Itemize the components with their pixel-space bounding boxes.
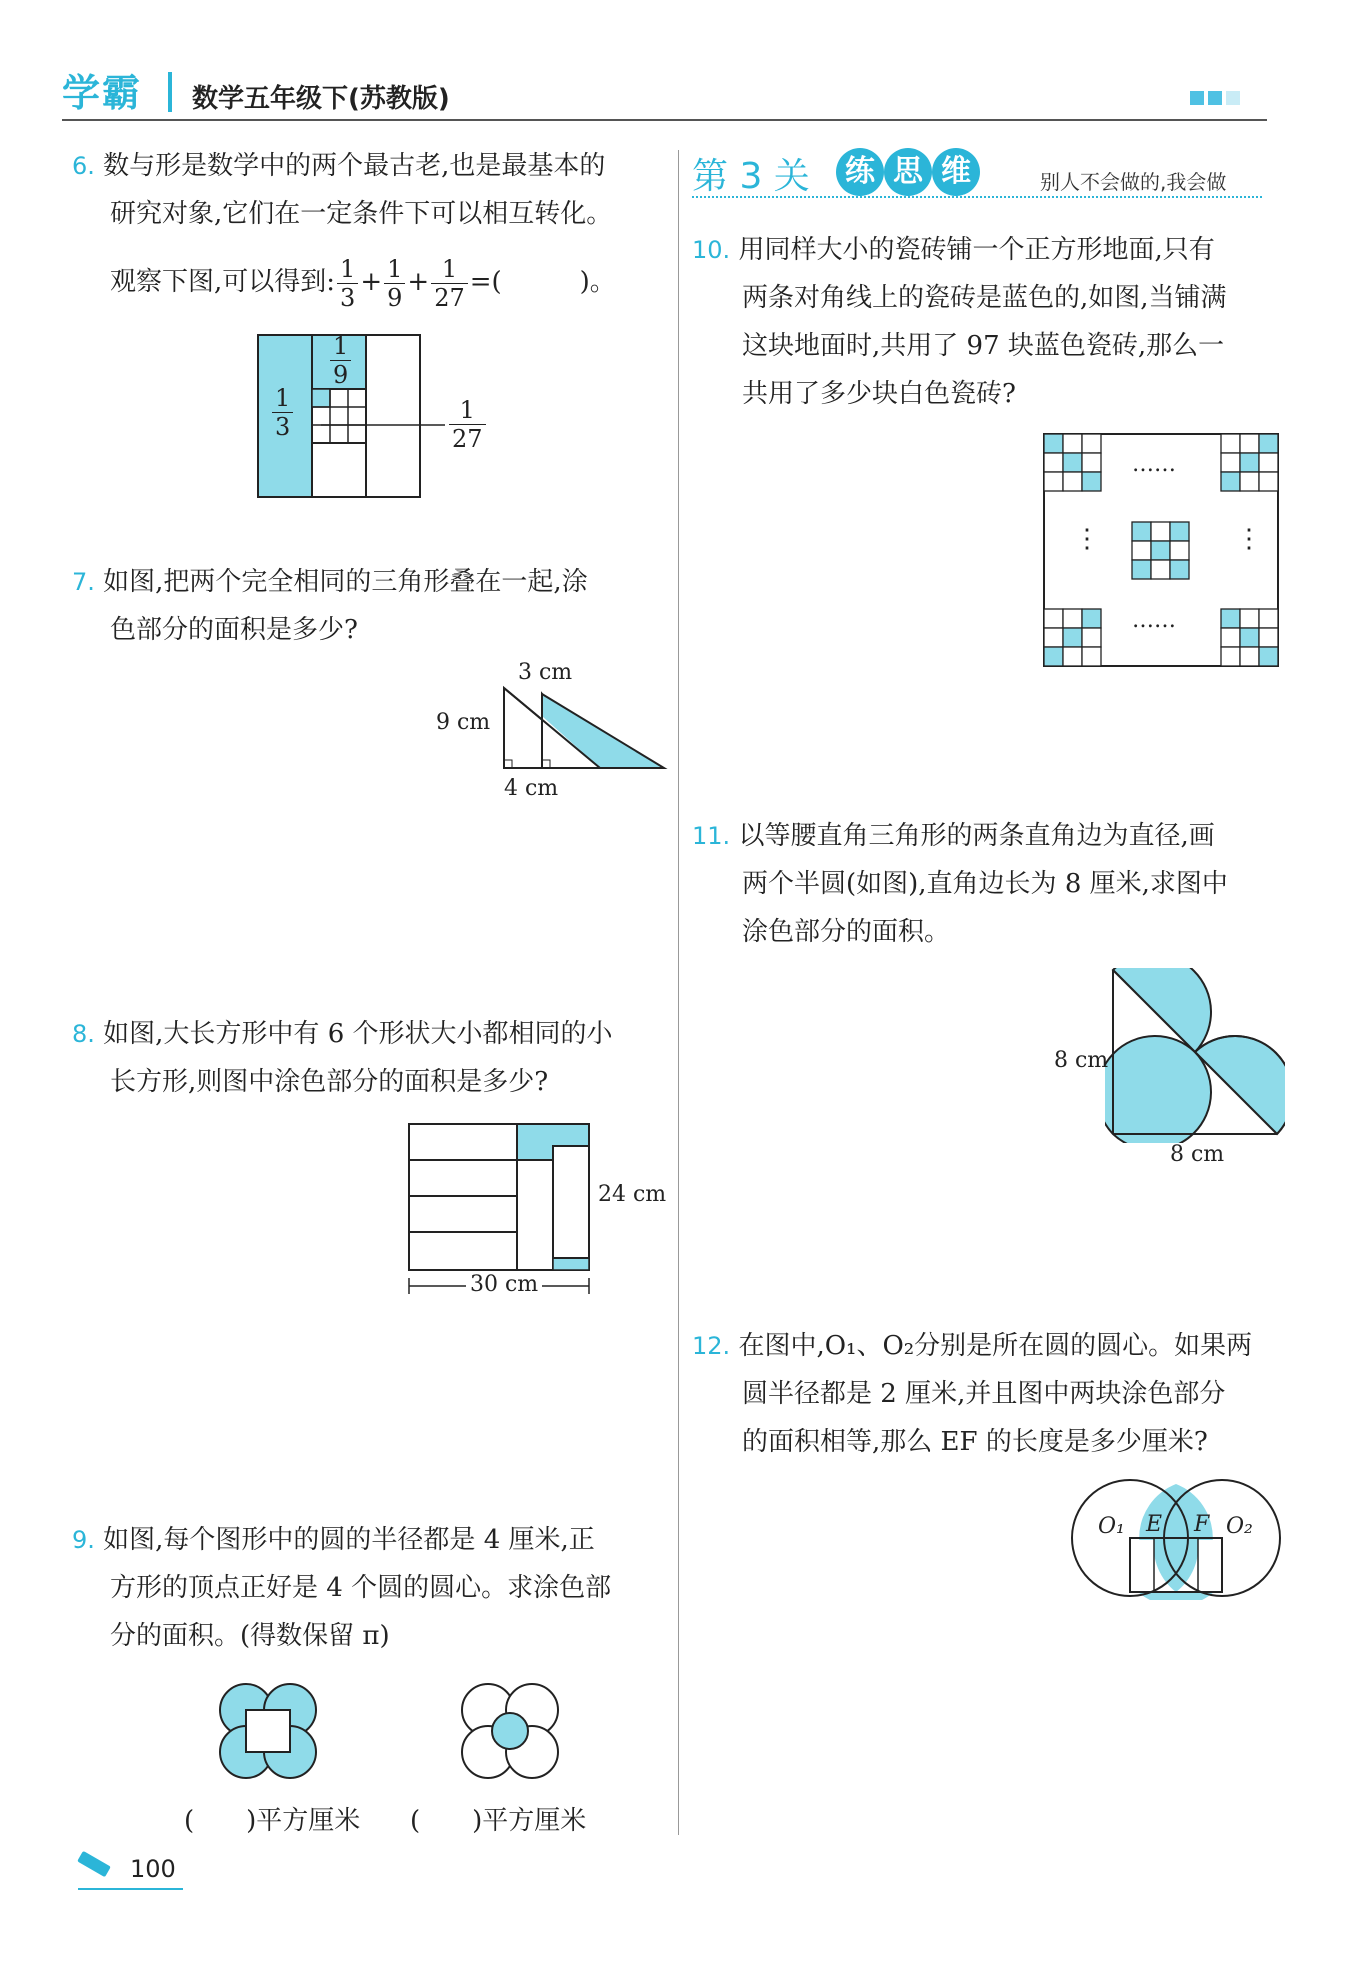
page-title: 数学五年级下(苏教版) xyxy=(192,84,450,114)
question-number: 11. xyxy=(692,822,731,850)
tile xyxy=(1132,522,1151,541)
question-7 xyxy=(72,558,672,654)
tile xyxy=(1063,453,1082,472)
page-number: 100 xyxy=(130,1855,176,1883)
ellipsis-left: ⋮ xyxy=(1074,524,1100,554)
plus-sign: + xyxy=(407,267,430,297)
tile xyxy=(1259,628,1278,647)
tile xyxy=(1082,453,1101,472)
question-text: 这块地面时,共用了 97 块蓝色瓷砖,那么一 xyxy=(742,331,1225,361)
question-text: 涂色部分的面积。 xyxy=(742,917,951,947)
question-text: 共用了多少块白色瓷砖? xyxy=(742,379,1016,409)
dimension-label: 30 cm xyxy=(466,1272,542,1297)
section-badge: 练 xyxy=(836,148,884,196)
tile xyxy=(1082,434,1101,453)
logo: 学霸 xyxy=(62,71,143,115)
pencil-icon xyxy=(77,1851,111,1877)
tile xyxy=(1221,472,1240,491)
fraction: $\frac{1}{3}$ xyxy=(337,255,358,312)
question-text: 两个半圆(如图),直角边长为 8 厘米,求图中 xyxy=(742,869,1228,899)
tile xyxy=(1221,628,1240,647)
answer-blank-1: ( )平方厘米 xyxy=(184,1806,361,1836)
tile xyxy=(1151,522,1170,541)
question-text: 两条对角线上的瓷砖是蓝色的,如图,当铺满 xyxy=(742,283,1227,313)
question-number: 7. xyxy=(72,568,95,596)
tile xyxy=(1044,628,1063,647)
question-text: 数与形是数学中的两个最古老,也是最基本的 xyxy=(103,151,606,181)
tile xyxy=(1063,609,1082,628)
question-number: 9. xyxy=(72,1526,95,1554)
tile xyxy=(1044,609,1063,628)
tile xyxy=(1221,647,1240,666)
answer-blank-2: ( )平方厘米 xyxy=(410,1806,587,1836)
section-subtitle: 别人不会做的,我会做 xyxy=(1040,170,1227,194)
header-divider xyxy=(168,72,172,112)
header-rule xyxy=(62,119,1267,121)
tile xyxy=(1082,472,1101,491)
question-text: 以等腰直角三角形的两条直角边为直径,画 xyxy=(738,821,1215,851)
point-label-o1: O₁ xyxy=(1098,1514,1125,1539)
dimension-label: 24 cm xyxy=(598,1182,667,1207)
tile xyxy=(1259,434,1278,453)
tile xyxy=(1170,522,1189,541)
ellipsis-right: ⋮ xyxy=(1236,524,1262,554)
equation-prefix: 观察下图,可以得到: xyxy=(110,267,336,297)
question-text: 如图,把两个完全相同的三角形叠在一起,涂 xyxy=(103,567,588,597)
tile xyxy=(1240,453,1259,472)
tile xyxy=(1044,472,1063,491)
header-squares-icon xyxy=(1190,90,1244,109)
question-12 xyxy=(692,1322,1272,1466)
question-8 xyxy=(72,1010,672,1106)
question-text: 用同样大小的瓷砖铺一个正方形地面,只有 xyxy=(738,235,1215,265)
question-text: 在图中,O₁、O₂分别是所在圆的圆心。如果两 xyxy=(738,1331,1253,1361)
figure-7 xyxy=(490,676,670,786)
point-label-f: F xyxy=(1194,1512,1210,1537)
question-number: 12. xyxy=(692,1332,731,1360)
tile xyxy=(1082,647,1101,666)
tile xyxy=(1170,560,1189,579)
tile xyxy=(1063,647,1082,666)
tile xyxy=(1082,628,1101,647)
point-label-e: E xyxy=(1146,1512,1163,1537)
tile xyxy=(1063,434,1082,453)
tile xyxy=(1240,609,1259,628)
fraction: $\frac{1}{27}$ xyxy=(431,255,468,312)
question-9 xyxy=(72,1516,672,1660)
tile xyxy=(1259,609,1278,628)
question-text: 研究对象,它们在一定条件下可以相互转化。 xyxy=(110,199,613,229)
question-text: 色部分的面积是多少? xyxy=(110,615,358,645)
tile xyxy=(1170,541,1189,560)
tile xyxy=(1063,628,1082,647)
question-number: 8. xyxy=(72,1020,95,1048)
figure-9a xyxy=(210,1676,330,1786)
figure-9b xyxy=(452,1676,572,1786)
tile xyxy=(1240,628,1259,647)
section-badge: 思 xyxy=(884,148,932,196)
question-text: 分的面积。(得数保留 π) xyxy=(110,1621,390,1651)
plus-sign: + xyxy=(360,267,383,297)
figure-11 xyxy=(1105,968,1285,1143)
question-text: 长方形,则图中涂色部分的面积是多少? xyxy=(110,1067,549,1097)
section-dash-line xyxy=(692,196,1262,198)
question-equation xyxy=(72,252,672,312)
question-number: 10. xyxy=(692,236,731,264)
tile xyxy=(1063,472,1082,491)
question-6 xyxy=(72,142,672,312)
question-text: 方形的顶点正好是 4 个圆的圆心。求涂色部 xyxy=(110,1573,612,1603)
question-text: 圆半径都是 2 厘米,并且图中两块涂色部分 xyxy=(742,1379,1226,1409)
ellipsis-top: …… xyxy=(1132,452,1176,477)
fraction: $\frac{1}{9}$ xyxy=(384,255,405,312)
dimension-label: 3 cm xyxy=(518,660,573,685)
footer-rule xyxy=(78,1888,183,1890)
dimension-label: 9 cm xyxy=(436,710,491,735)
tile xyxy=(1240,472,1259,491)
question-11 xyxy=(692,812,1272,956)
tile xyxy=(1259,453,1278,472)
tile xyxy=(1259,472,1278,491)
tile xyxy=(1044,453,1063,472)
question-text: 的面积相等,那么 EF 的长度是多少厘米? xyxy=(742,1427,1208,1457)
tile xyxy=(1151,541,1170,560)
figure-label-ninth: $\frac{1}{9}$ xyxy=(330,332,351,389)
tile xyxy=(1082,609,1101,628)
tile xyxy=(1132,560,1151,579)
tile xyxy=(1044,434,1063,453)
ellipsis-bottom: …… xyxy=(1132,608,1176,633)
tile xyxy=(1132,541,1151,560)
dimension-label: 4 cm xyxy=(504,776,559,801)
point-label-o2: O₂ xyxy=(1226,1514,1253,1539)
figure-label-twentyseventh: $\frac{1}{27}$ xyxy=(449,396,486,453)
tile xyxy=(1151,560,1170,579)
question-number: 6. xyxy=(72,152,95,180)
section-badge: 维 xyxy=(932,148,980,196)
tile xyxy=(1221,453,1240,472)
tile xyxy=(1221,609,1240,628)
tile xyxy=(1044,647,1063,666)
tile xyxy=(1240,647,1259,666)
tile xyxy=(1240,434,1259,453)
dimension-label: 8 cm xyxy=(1170,1142,1225,1167)
tile xyxy=(1259,647,1278,666)
figure-label-third: $\frac{1}{3}$ xyxy=(272,384,293,441)
answer-blank: =( )。 xyxy=(469,267,616,297)
question-10 xyxy=(692,226,1272,418)
question-text: 如图,大长方形中有 6 个形状大小都相同的小 xyxy=(103,1019,613,1049)
tile xyxy=(1221,434,1240,453)
section-number: 第 3 关 xyxy=(692,156,810,197)
dimension-label: 8 cm xyxy=(1054,1048,1109,1073)
figure-8 xyxy=(405,1118,595,1298)
column-divider xyxy=(678,150,679,1835)
question-text: 如图,每个图形中的圆的半径都是 4 厘米,正 xyxy=(103,1525,595,1555)
